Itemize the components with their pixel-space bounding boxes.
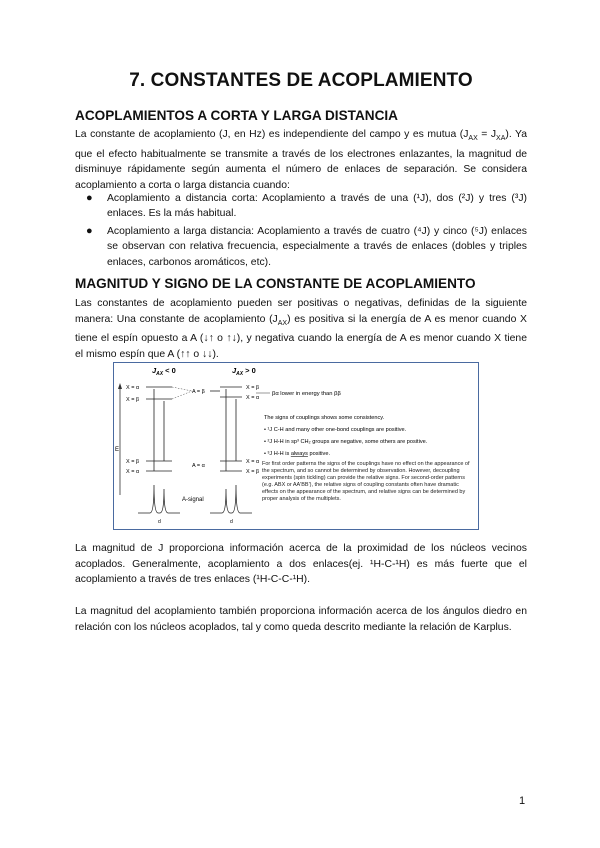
note-first-order-box (262, 461, 474, 527)
level-label-x-alpha-left: X = α (126, 385, 140, 391)
bullet-short-distance: Acoplamiento a distancia corta: Acoplamiento a través de una (¹J), dos (²J) y tres (³J) enlaces. Es la más habitual. (107, 193, 527, 220)
paragraph-magnitude-proximity: La magnitud de J proporciona información acerca de la proximidad de los núcleos vecinos acoplados. Generalmente, acoplamiento a dos enlaces(ej. ¹H-C-¹H) es más fuerte que el acoplamiento a través de tres enlaces (¹H-C-C-¹H). (75, 543, 527, 586)
spectrum-left (138, 485, 180, 513)
sign-text-b: ) es positiva si la energía de A es menor cuando X tiene el espín opuesto a A (↓↑ o ↑↓), y negativa cuando la energía de A es menor cuando X tiene el mismo espín que A (↑↑ o ↓↓). (75, 313, 527, 360)
sub-xa: XA (496, 135, 506, 143)
sub-ax-2: AX (277, 319, 288, 327)
paragraph-coupling-intro (75, 127, 527, 193)
sign-text-a: Las constantes de acoplamiento pueden ser positivas o negativas, definidas de la siguiente manera: Una constante de acoplamiento (J (75, 298, 527, 325)
distance-bullet-list (75, 191, 527, 272)
level-label-x-alpha-low-right: X = α (246, 459, 260, 465)
page-title: 7. CONSTANTES DE ACOPLAMIENTO (129, 70, 473, 91)
level-label-x-beta-low-right: X = β (246, 469, 260, 475)
j-negative-label: $J_{AX} < 0$ (152, 366, 176, 377)
bullet-icon: ● (86, 224, 93, 237)
a-signal-label: A-signal (182, 497, 204, 503)
bullet-icon: ● (86, 192, 93, 204)
level-label-x-beta-right: X = β (246, 385, 260, 391)
level-label-x-alpha-right: X = α (246, 395, 260, 401)
j-positive-label: $J_{AX} > 0$ (232, 366, 256, 377)
bullet-long-distance: Acoplamiento a larga distancia: Acoplamiento a través de cuatro (⁴J) y cinco (⁵J) enlaces se observan con relativa frecuencia, especialmente a través de enlaces (dobles y triples enlaces, carbonos aromáticos, etc). (107, 225, 527, 268)
section-heading-short-long-distance: ACOPLAMIENTOS A CORTA Y LARGA DISTANCIA (75, 108, 398, 123)
level-label-a-beta: A = β (192, 389, 205, 395)
connector-dashed (172, 387, 192, 391)
energy-axis-label: E (115, 447, 120, 453)
level-label-x-beta-left: X = β (126, 397, 140, 403)
spectrum-right (210, 485, 252, 513)
sign-bullet: • ²J H-H in sp³ CH₂ groups are negative, some others are positive. (264, 439, 428, 445)
list-item (75, 191, 527, 222)
energy-arrow-icon (118, 383, 122, 389)
paragraph-sign-definition (75, 296, 527, 362)
note-energy: βα lower in energy than ββ (272, 391, 341, 397)
sign-bullet: • ¹J C-H and many other one-bond couplings are positive. (264, 427, 407, 433)
peak-label: d (158, 519, 161, 525)
page-number: 1 (519, 795, 526, 807)
list-item (75, 224, 527, 270)
paragraph-karplus: La magnitud del acoplamiento también proporciona información acerca de los ángulos diedro en relación con los núcleos acoplados, tal y como queda descrito mediante la relación de Karplus. (75, 606, 527, 633)
intro-text-a: La constante de acoplamiento (J, en Hz) es independiente del campo y es mutua (J (75, 129, 469, 140)
signs-title: The signs of couplings shows some consistency. (264, 415, 385, 421)
level-label-x-beta-low-left: X = β (126, 459, 140, 465)
sign-bullet: • ³J H-H is always positive. (264, 451, 331, 457)
section-heading-magnitude-sign: MAGNITUD Y SIGNO DE LA CONSTANTE DE ACOPLAMIENTO (75, 276, 476, 291)
coupling-sign-figure (113, 362, 479, 530)
level-label-x-alpha-low-left: X = α (126, 469, 140, 475)
level-label-a-alpha: A = α (192, 463, 205, 469)
peak-label: d (230, 519, 233, 525)
sub-ax: AX (468, 135, 478, 143)
note-first-order: For first order patterns the signs of the couplings have no effect on the appearance of the spectrum, and so cannot be determined by observation. However, decoupling experiments (spin tickling) can provide the relative signs. For second-order patterns (e.g. ABX or AA'BB'), the relative signs of coupling constants often have dramatic effects on the appearance of the spectrum, and relative signs can be determined by proper analysis of the multiplets. (262, 461, 470, 502)
intro-eq: = J (477, 129, 497, 140)
intro-text-b: ). Ya que el efecto habitualmente se transmite a través de los electrones enlazantes, la magnitud de disminuye rápidamente según aumenta el número de enlaces de separación. Se considera acoplamiento a corta o larga distancia cuando: (75, 129, 527, 191)
connector-dashed (172, 391, 192, 399)
